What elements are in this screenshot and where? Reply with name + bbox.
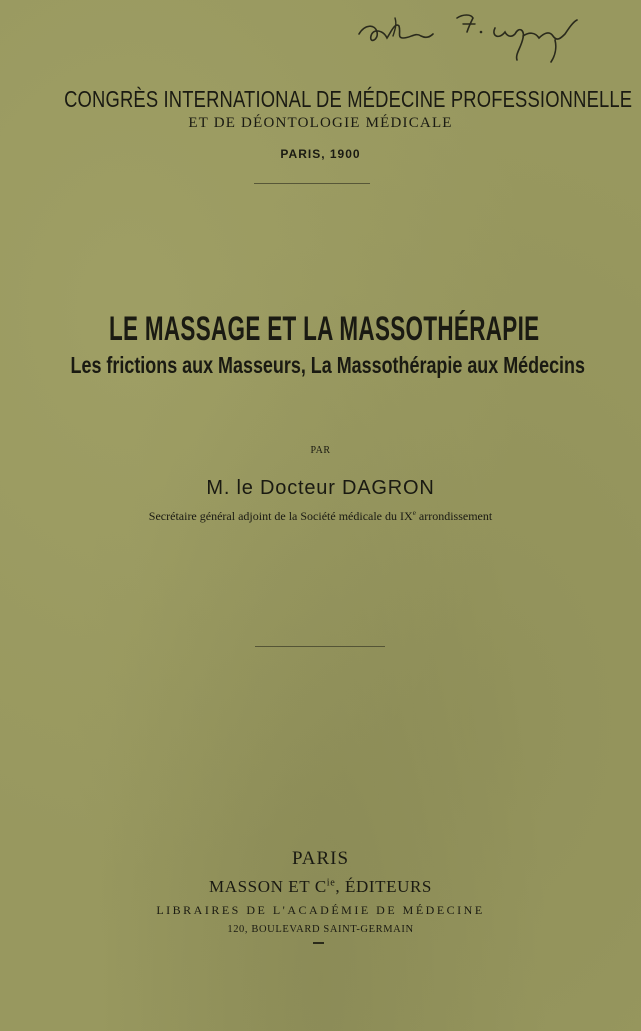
author-role [0, 509, 641, 524]
author-role-sup: e [412, 509, 416, 517]
sub-title: Les frictions aux Masseurs, La Massothérapie aux Médecins [70, 352, 585, 378]
author-role-text: Secrétaire général adjoint de la Société médicale du IX [148, 509, 413, 523]
publisher [0, 877, 641, 897]
publisher-sup: ie [326, 877, 336, 889]
congress-subtitle: ET DE DÉONTOLOGIE MÉDICALE [188, 115, 453, 131]
publisher-address: 120, BOULEVARD SAINT-GERMAIN [227, 924, 414, 935]
main-title: LE MASSAGE ET LA MASSOTHÉRAPIE [108, 310, 540, 348]
author-name: M. le Docteur DAGRON [206, 477, 435, 499]
par-label: PAR [310, 445, 331, 456]
divider-bottom [255, 646, 385, 647]
congress-title: CONGRÈS INTERNATIONAL DE MÉDECINE PROFESSIONNELLE [64, 86, 633, 112]
booksellers-line: LIBRAIRES DE L'ACADÉMIE DE MÉDECINE [156, 903, 485, 917]
publisher-suffix: , ÉDITEURS [335, 877, 432, 896]
publisher-name: MASSON ET C [209, 877, 327, 896]
divider-top [254, 183, 370, 184]
publication-city: PARIS [291, 848, 350, 869]
author-role-suffix: arrondissement [415, 509, 493, 523]
congress-city-year: PARIS, 1900 [280, 147, 361, 161]
closing-dash [313, 942, 324, 944]
handwritten-inscription [355, 8, 587, 68]
